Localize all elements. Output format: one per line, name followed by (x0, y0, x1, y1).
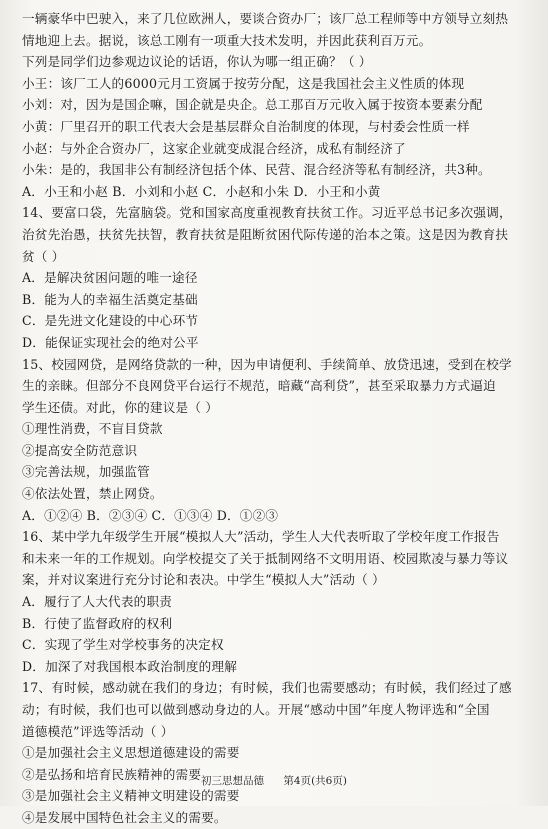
text-line: A．是解决贫困问题的唯一途径 (22, 270, 198, 286)
text-line: 小刘：对，因为是国企嘛，国企就是央企。总工那百万元收入属于按资本要素分配 (22, 97, 483, 113)
text-line: 15、校园网贷，是网络贷款的一种，因为申请便利、手续简单、放贷迅速，受到在校学 (22, 356, 512, 372)
text-line: 治贫先治愚，扶贫先扶智，教育扶贫是阻断贫困代际传递的治本之策。这是因为教育扶 (22, 226, 509, 242)
text-line: ③完善法规，加强监管 (22, 464, 150, 480)
text-line: A．①②④ B．②③④ C．①③④ D．①②③ (22, 507, 279, 523)
text-line: 小王：该厂工人的6000元月工资属于按劳分配，这是我国社会主义性质的体现 (22, 75, 465, 91)
text-line: C．实现了学生对学校事务的决定权 (22, 637, 224, 653)
text-line: 16、某中学九年级学生开展“模拟人大”活动，学生人大代表听取了学校年度工作报告 (22, 529, 500, 545)
question-text (22, 8, 534, 829)
text-line: ③是加强社会主义精神文明建设的需要 (22, 788, 240, 804)
text-line: 14、要富口袋，先富脑袋。党和国家高度重视教育扶贫工作。习近平总书记多次强调， (22, 205, 512, 221)
text-line: D．能保证实现社会的绝对公平 (22, 334, 199, 350)
text-line: D．加深了对我国根本政治制度的理解 (22, 658, 237, 674)
text-line: 情地迎上去。据说，该总工刚有一项重大技术发明，并因此获利百万元。 (22, 32, 432, 48)
text-line: 17、有时候，感动就在我们的身边；有时候，我们也需要感动；有时候，我们经过了感 (22, 680, 512, 696)
text-line: ①是加强社会主义思想道德建设的需要 (22, 745, 240, 761)
footer-subject: 初三思想品德 (201, 775, 265, 787)
text-line: B．能为人的幸福生活奠定基础 (22, 291, 198, 307)
text-line: 道德模范”评选等活动（ ） (22, 723, 174, 739)
text-line: 案，并对议案进行充分讨论和表决。中学生“模拟人大”活动（ ） (22, 572, 385, 588)
page-footer (0, 773, 548, 788)
text-line: ②提高安全防范意识 (22, 442, 138, 458)
text-line: ②是弘扬和培育民族精神的需要 (22, 766, 202, 782)
text-line: ④依法处置，禁止网贷。 (22, 486, 163, 502)
text-line: ④是发展中国特色社会主义的需要。 (22, 809, 227, 825)
text-line: C．是先进文化建设的中心环节 (22, 313, 199, 329)
text-line: B．行使了监督政府的权利 (22, 615, 173, 631)
text-line: 下列是同学们边参观边议论的话语，你认为哪一组正确？（ ） (22, 54, 372, 70)
text-line: 小朱：是的，我国非公有制经济包括个体、民营、混合经济等私有制经济，共3种。 (22, 162, 491, 178)
text-line: 一辆豪华中巴驶入，来了几位欧洲人，要谈合资办厂；该厂总工程师等中方领导立刻热 (22, 11, 509, 26)
text-line: ①理性消费，不盲目贷款 (22, 421, 163, 437)
text-line: 动；有时候，我们也可以做到感动身边的人。开展“感动中国”年度人物评选和“全国 (22, 702, 490, 717)
text-line: 小黄：厂里召开的职工代表大会是基层群众自治制度的体现，与村委会性质一样 (22, 118, 470, 134)
footer-page-number: 第4页(共6页) (283, 775, 347, 787)
text-line: 学生还债。对此，你的建议是（ ） (22, 399, 219, 415)
text-line: 生的亲睐。但部分不良网贷平台运行不规范，暗藏“高利贷”，甚至采取暴力方式逼迫 (22, 378, 496, 394)
text-line: A．小王和小赵 B．小刘和小赵 C．小赵和小朱 D．小王和小黄 (22, 183, 381, 199)
text-line: 小赵：与外企合资办厂，这家企业就变成混合经济，成私有制经济了 (22, 140, 406, 156)
text-line: 和未来一年的工作规划。向学校提交了关于抵制网络不文明用语、校园欺凌与暴力等议 (22, 550, 509, 566)
text-line: A．履行了人大代表的职责 (22, 594, 173, 610)
text-line: 贫（ ） (22, 248, 65, 264)
